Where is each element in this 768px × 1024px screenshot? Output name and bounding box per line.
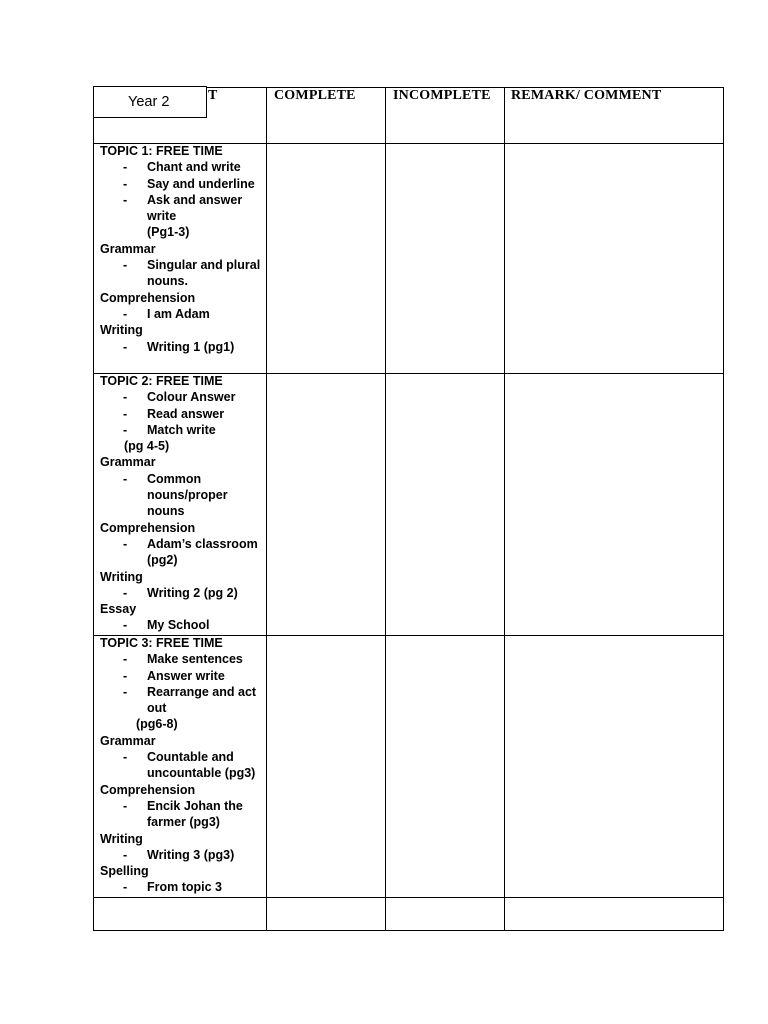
bullet-dash: - [123,192,128,207]
bullet-dash: - [123,422,128,437]
list-item [100,684,266,700]
section-heading: Spelling [100,864,149,879]
year-label-box [93,86,207,118]
list-item [100,847,266,863]
section-heading: Grammar [100,733,156,748]
list-item-continuation: (pg2) [147,553,178,568]
section-heading: Writing [100,569,143,584]
bullet-dash: - [123,406,128,421]
bullet-dash: - [123,618,128,633]
list-item [100,306,266,322]
section-heading: Comprehension [100,290,196,305]
list-item-text: From topic 3 [147,880,223,895]
list-item-text: Adam’s classroom [147,536,258,551]
list-item [100,406,266,422]
list-item-text: Writing 1 (pg1) [147,339,235,354]
list-item-text: Chant and write [147,160,241,175]
list-item-text: Common [147,471,202,486]
year-label: Year 2 [128,94,170,110]
bullet-dash: - [123,652,128,667]
list-item-text: Writing 3 (pg3) [147,847,235,862]
list-item-text: I am Adam [147,306,210,321]
list-item [100,422,266,438]
section-heading: Grammar [100,241,156,256]
bullet-dash: - [123,390,128,405]
bullet-dash: - [123,880,128,895]
topic-3-cell [100,635,266,896]
bullet-dash: - [123,668,128,683]
header-incomplete: INCOMPLETE [393,88,491,103]
list-item [100,471,266,487]
list-item-text: Writing 2 (pg 2) [147,585,238,600]
header-remark-comment: REMARK/ COMMENT [511,88,662,103]
list-item [100,192,266,208]
list-item-text: Countable and [147,750,234,765]
bullet-dash: - [123,306,128,321]
list-item [100,617,266,633]
list-item-text: Match write [147,422,216,437]
section-heading: Writing [100,323,143,338]
section-heading: Comprehension [100,782,196,797]
list-item-continuation: farmer (pg3) [147,815,220,830]
list-item [100,176,266,192]
bullet-dash: - [123,160,128,175]
bullet-dash: - [123,258,128,273]
list-item [100,668,266,684]
list-item-text: Ask and answer [147,192,243,207]
page-reference: (pg6-8) [136,717,178,732]
list-item-text: Singular and plural [147,258,261,273]
list-item [100,879,266,895]
bullet-dash: - [123,536,128,551]
bullet-dash: - [123,585,128,600]
bullet-dash: - [123,798,128,813]
list-item-continuation: uncountable (pg3) [147,766,256,781]
list-item [100,798,266,814]
header-obscured-text: T [208,88,218,103]
bullet-dash: - [123,471,128,486]
list-item-text: Rearrange and act [147,684,257,699]
section-heading: TOPIC 1: FREE TIME [100,144,223,158]
list-item-text: My School [147,618,210,633]
list-item-text: Say and underline [147,176,255,191]
list-item [100,339,266,355]
list-item [100,257,266,273]
list-item [100,159,266,175]
list-item-text: Read answer [147,406,225,421]
list-item-text: Answer write [147,668,225,683]
bullet-dash: - [123,176,128,191]
bullet-dash: - [123,750,128,765]
bullet-dash: - [123,339,128,354]
section-heading: Writing [100,831,143,846]
list-item-continuation: nouns [147,504,185,519]
list-item-continuation: (Pg1-3) [147,225,190,240]
topic-2-cell [100,373,266,634]
header-complete: COMPLETE [274,88,356,103]
bullet-dash: - [123,684,128,699]
list-item-continuation: write [147,209,177,224]
list-item-text: Colour Answer [147,390,236,405]
topic-1-cell [100,143,266,355]
list-item-text: Make sentences [147,652,243,667]
list-item-text: Encik Johan the [147,798,243,813]
section-heading: Essay [100,602,137,617]
list-item [100,651,266,667]
list-item [100,585,266,601]
list-item-continuation: nouns/proper [147,488,228,503]
list-item-continuation: nouns. [147,274,188,289]
list-item-continuation: out [147,701,167,716]
bullet-dash: - [123,847,128,862]
list-item [100,536,266,552]
section-heading: TOPIC 2: FREE TIME [100,374,223,388]
section-heading: TOPIC 3: FREE TIME [100,636,223,650]
list-item [100,389,266,405]
list-item [100,749,266,765]
section-heading: Grammar [100,455,156,470]
section-heading: Comprehension [100,520,196,535]
page-reference: (pg 4-5) [124,439,170,454]
